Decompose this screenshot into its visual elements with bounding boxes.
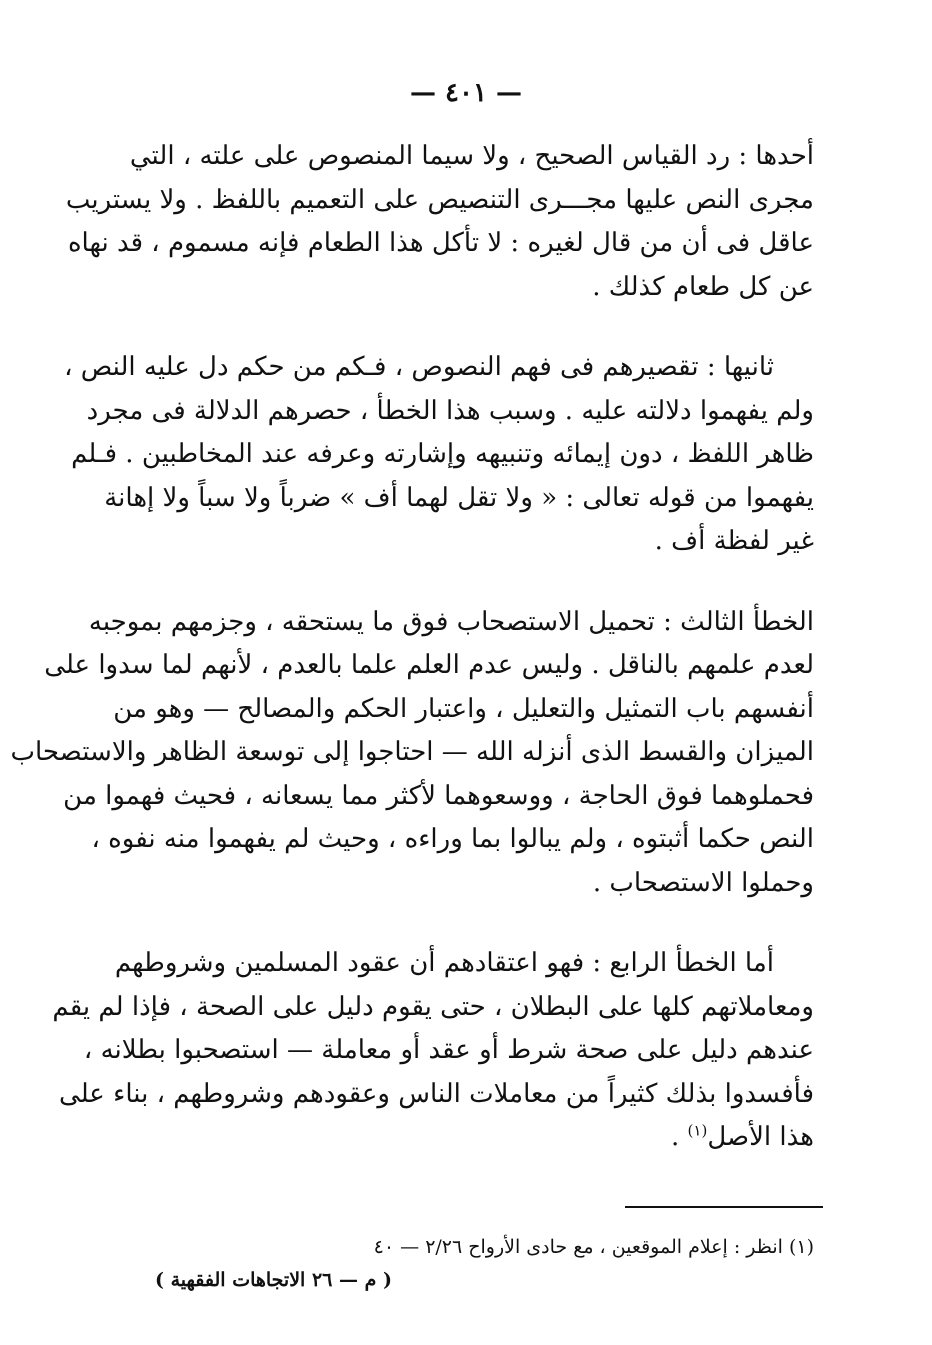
paragraph-4: [52, 942, 814, 1160]
text-line: الميزان والقسط الذى أنزله الله — احتاجوا إلى توسعة الظاهر والاستصحاب: [10, 737, 814, 767]
text-line: أحدها : رد القياس الصحيح ، ولا سيما المنصوص على علته ، التي: [129, 141, 814, 171]
text-line: ومعاملاتهم كلها على البطلان ، حتى يقوم دليل على الصحة ، فإذا لم يقم: [52, 991, 814, 1022]
text-line: الخطأ الثالث : تحميل الاستصحاب فوق ما يستحقه ، وجزمهم بموجبه: [88, 606, 814, 637]
text-fragment: هذا الأصل: [707, 1122, 814, 1152]
text-line: فأفسدوا بذلك كثيراً من معاملات الناس وعقودهم وشروطهم ، بناء على: [59, 1078, 814, 1109]
text-line: غير لفظة أف .: [654, 526, 814, 556]
text-line: عندهم دليل على صحة شرط أو عقد أو معاملة — استصحبوا بطلانه ،: [83, 1035, 814, 1065]
footnote: (١) انظر : إعلام الموقعين ، مع حادى الأرواح ٢/٢٦ — ٤٠: [373, 1236, 814, 1258]
text-line: ظاهر اللفظ ، دون إيمائه وتنبيهه وإشارته وعرفه عند المخاطبين . فـلم: [71, 439, 814, 469]
text-line: أما الخطأ الرابع : فهو اعتقادهم أن عقود المسلمين وشروطهم: [114, 948, 774, 978]
text-line: النص حكما أثبتوه ، ولم يبالوا بما وراءه ، وحيث لم يفهموا منه نفوه ،: [91, 824, 814, 854]
paragraph-3: [10, 601, 814, 906]
printer-signature: ( م — ٢٦ الاتجاهات الفقهية ): [155, 1269, 392, 1291]
footnote-divider: [625, 1206, 823, 1208]
text-line: مجرى النص عليها مجـــرى التنصيص على التعميم باللفظ . ولا يستريب: [65, 184, 814, 215]
page-number: — ٤٠١ —: [409, 78, 523, 108]
text-line: عاقل فى أن من قال لغيره : لا تأكل هذا الطعام فإنه مسموم ، قد نهاه: [67, 228, 814, 258]
text-line: لعدم علمهم بالناقل . وليس عدم العلم علما بالعدم ، لأنهم لما سدوا على: [44, 650, 814, 680]
text-line: عن كل طعام كذلك .: [592, 271, 814, 302]
text-line: أنفسهم باب التمثيل والتعليل ، واعتبار الحكم والمصالح — وهو من: [113, 693, 814, 724]
paragraph-1: [65, 135, 814, 309]
text-line-with-footnote: [159, 1116, 814, 1160]
footnote-reference: (١): [687, 1121, 708, 1140]
body-text: [10, 135, 814, 1197]
text-fragment: .: [671, 1122, 688, 1152]
text-line: ولم يفهموا دلالته عليه . وسبب هذا الخطأ ، حصرهم الدلالة فى مجرد: [86, 395, 814, 426]
text-line: فحملوهما فوق الحاجة ، ووسعوهما لأكثر مما يسعانه ، فحيث فهموا من: [63, 780, 814, 811]
paragraph-2: [64, 346, 814, 564]
text-line: يفهموا من قوله تعالى : « ولا تقل لهما أف » ضرباً ولا سباً ولا إهانة: [104, 482, 814, 513]
text-line: ثانيها : تقصيرهم فى فهم النصوص ، فـكم من حكم دل عليه النص ،: [64, 352, 774, 382]
text-line: وحملوا الاستصحاب .: [592, 867, 814, 898]
